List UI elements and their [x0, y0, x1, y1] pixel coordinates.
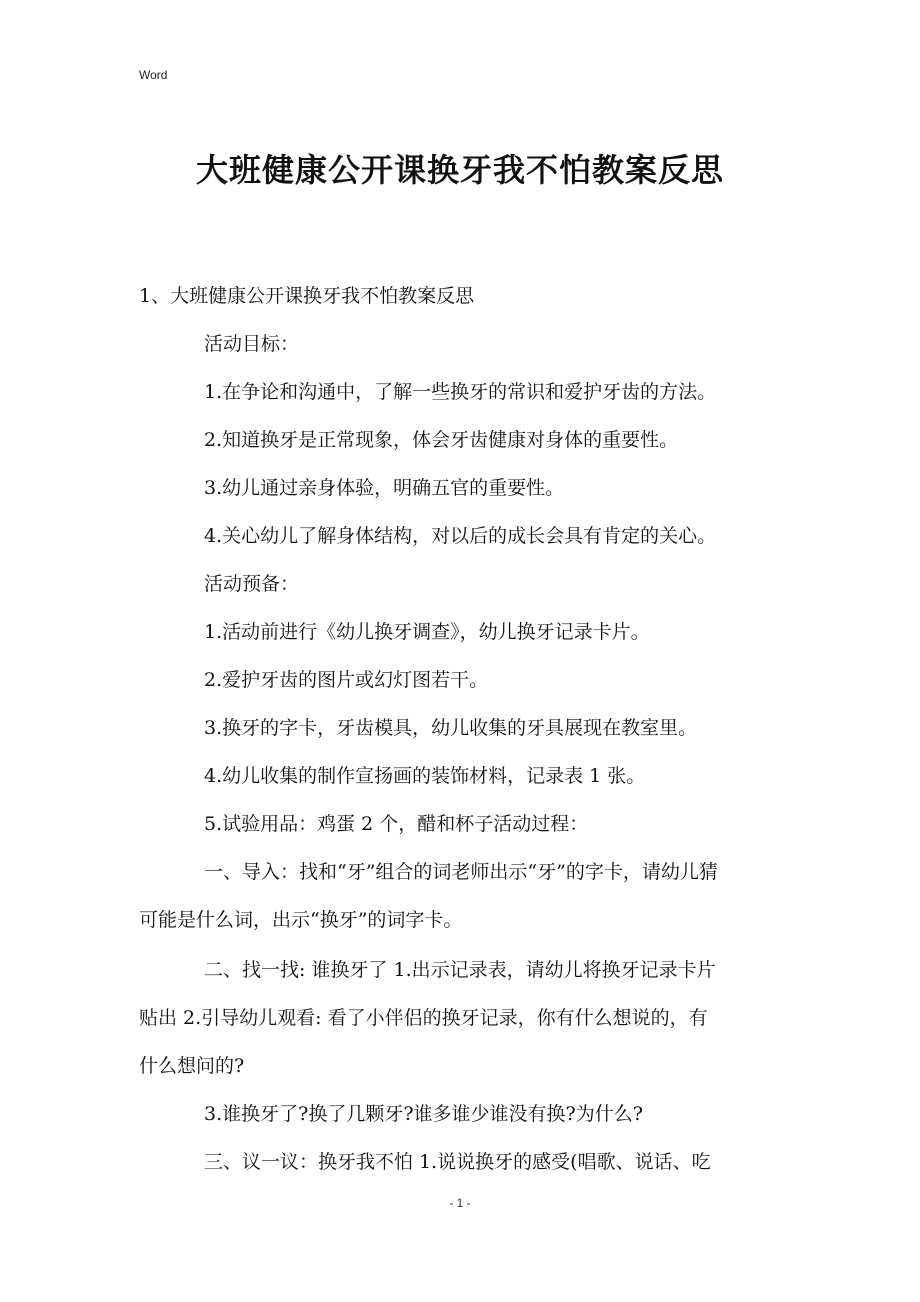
section-heading: 1、大班健康公开课换牙我不怕教案反思	[139, 285, 475, 307]
paragraph-line: 三、议一议：换牙我不怕 1.说说换牙的感受(唱歌、说话、吃	[204, 1151, 711, 1173]
paragraph-line: 二、找一找: 谁换牙了 1.出示记录表，请幼儿将换牙记录卡片	[204, 959, 716, 981]
paragraph-line: 活动目标：	[204, 333, 300, 355]
paragraph-line: 1.在争论和沟通中，了解一些换牙的常识和爱护牙齿的方法。	[204, 381, 717, 403]
paragraph-line: 什么想问的?	[139, 1055, 245, 1077]
paragraph-line: 3.幼儿通过亲身体验，明确五官的重要性。	[204, 477, 565, 499]
header-label: Word	[139, 68, 168, 82]
document-title: 大班健康公开课换牙我不怕教案反思	[195, 151, 724, 189]
paragraph-line: 5.试验用品：鸡蛋 2 个，醋和杯子活动过程：	[204, 813, 589, 835]
paragraph-line: 可能是什么词，出示“换牙”的词字卡。	[139, 909, 463, 931]
paragraph-line: 2.知道换牙是正常现象，体会牙齿健康对身体的重要性。	[204, 429, 679, 451]
page-number: - 1 -	[449, 1196, 471, 1210]
paragraph-line: 4.关心幼儿了解身体结构，对以后的成长会具有肯定的关心。	[204, 525, 717, 547]
paragraph-line: 一、导入：找和“牙”组合的词老师出示“牙”的字卡，请幼儿猜	[204, 861, 718, 883]
paragraph-line: 贴出 2.引导幼儿观看: 看了小伴侣的换牙记录，你有什么想说的，有	[139, 1007, 708, 1029]
paragraph-line: 2.爱护牙齿的图片或幻灯图若干。	[204, 669, 489, 691]
paragraph-line: 1.活动前进行《幼儿换牙调查》，幼儿换牙记录卡片。	[204, 621, 650, 643]
paragraph-line: 活动预备：	[204, 573, 300, 595]
paragraph-line: 3.谁换牙了?换了几颗牙?谁多谁少谁没有换?为什么?	[204, 1103, 643, 1125]
paragraph-line: 4.幼儿收集的制作宣扬画的装饰材料，记录表 1 张。	[204, 765, 646, 787]
paragraph-line: 3.换牙的字卡，牙齿模具，幼儿收集的牙具展现在教室里。	[204, 717, 698, 739]
